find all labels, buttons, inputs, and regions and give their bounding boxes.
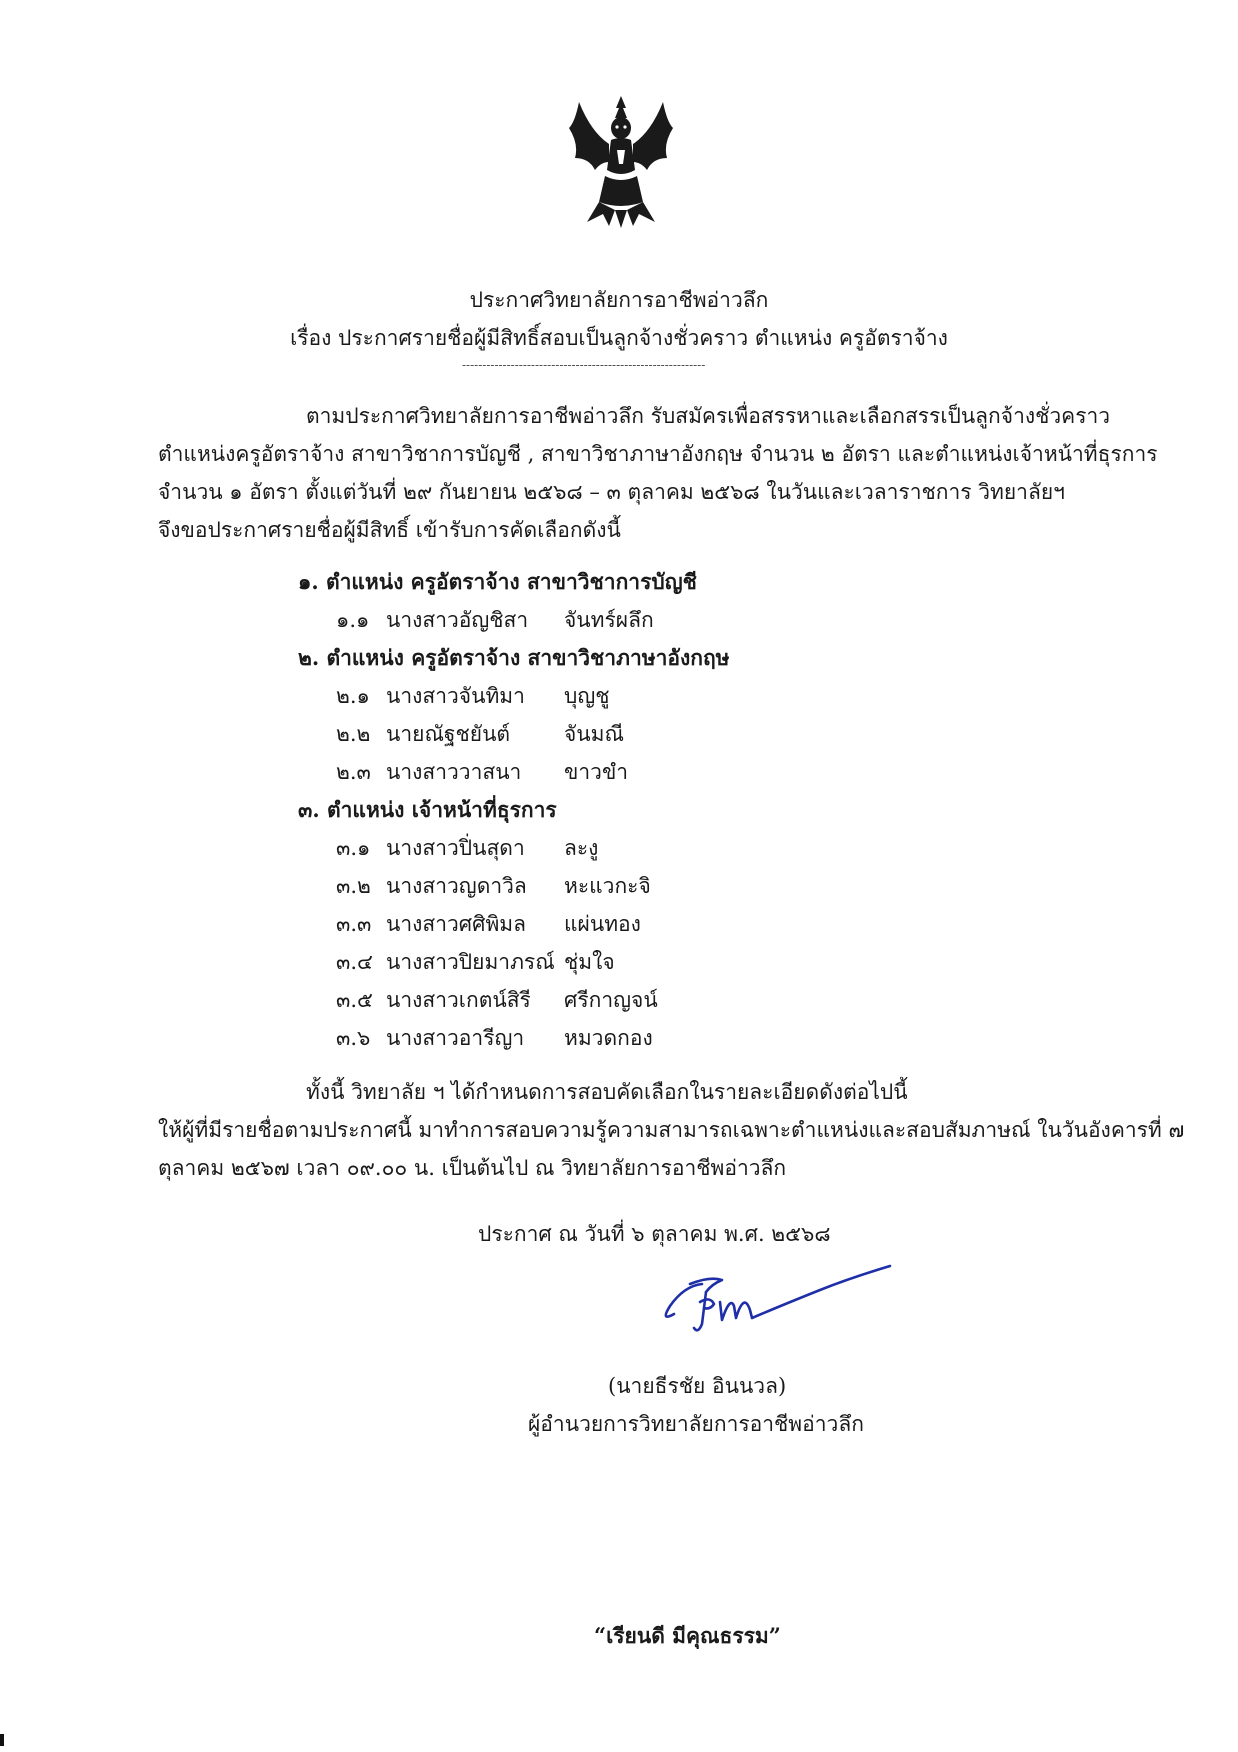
intro-line-4: จึงขอประกาศรายชื่อผู้มีสิทธิ์ เข้ารับการคัดเลือกดังนี้ [158,518,621,542]
school-motto: “เรียนดี มีคุณธรรม” [594,1623,781,1648]
signatory-name: (นายธีรชัย อินนวล) [608,1374,787,1398]
exam-line-1: ทั้งนี้ วิทยาลัย ฯ ได้กำหนดการสอบคัดเลือกในรายละเอียดดังต่อไปนี้ [306,1080,908,1104]
scan-mark [0,1734,4,1746]
announcement-subject: เรื่อง ประกาศรายชื่อผู้มีสิทธิ์สอบเป็นลูกจ้างชั่วคราว ตำแหน่ง ครูอัตราจ้าง [290,326,948,350]
intro-line-1: ตามประกาศวิทยาลัยการอาชีพอ่าวลึก รับสมัครเพื่อสรรหาและเลือกสรรเป็นลูกจ้างชั่วคราว [306,404,1111,428]
section-heading: ๒. ตำแหน่ง ครูอัตราจ้าง สาขาวิชาภาษาอังกฤษ [298,645,730,670]
announcement-title: ประกาศวิทยาลัยการอาชีพอ่าวลึก [469,288,769,312]
exam-line-3: ตุลาคม ๒๕๖๗ เวลา ๐๙.๐๐ น. เป็นต้นไป ณ วิทยาลัยการอาชีพอ่าวลึก [158,1156,787,1180]
intro-line-3: จำนวน ๑ อัตรา ตั้งแต่วันที่ ๒๙ กันยายน ๒๕๖๘ – ๓ ตุลาคม ๒๕๖๘ ในวันและเวลาราชการ วิทยาลัยฯ [158,480,1065,504]
document-page: ประกาศวิทยาลัยการอาชีพอ่าวลึก เรื่อง ประกาศรายชื่อผู้มีสิทธิ์สอบเป็นลูกจ้างชั่วคราว ตำแหน่ง ครูอัตราจ้าง ------------------------------------------------------------ ตามประกาศวิทยาลัยการอาชีพอ่าวลึก รับสมัครเพื่อสรรหาและเลือกสรรเป็นลูกจ้างชั่วคราว ตำแหน่งครูอัตราจ้าง สาขาวิชาการบัญชี , สาขาวิชาภาษาอังกฤษ จำนวน ๒ อัตรา และตำแหน่งเจ้าหน้าที่ธุรการ จำนวน ๑ อัตรา ตั้งแต่วันที่ ๒๙ กันยายน ๒๕๖๘ – ๓ ตุลาคม ๒๕๖๘ ในวันและเวลาราชการ วิทยาลัยฯ จึงขอประกาศรายชื่อผู้มีสิทธิ์ เข้ารับการคัดเลือกดังนี้ ๑. ตำแหน่ง ครูอัตราจ้าง สาขาวิชาการบัญชี ๑.๑ นางสาวอัญชิสา จันทร์ผลึก ๒. ตำแหน่ง ครูอัตราจ้าง สาขาวิชาภาษาอังกฤษ ๒.๑ นางสาวจันทิมา บุญชู ๒.๒ นายณัฐชยันต์ จันมณี ๒.๓ นางสาววาสนา ขาวขำ ๓. ตำแหน่ง เจ้าหน้าที่ธุรการ ๓.๑ นางสาวปิ่นสุดา ละงู ๓.๒ นางสาวญดาวิล หะแวกะจิ ๓.๓ นางสาวศศิพิมล แผ่นทอง ๓.๔ นางสาวปิยมาภรณ์ ชุ่มใจ ๓.๕ นางสาวเกตน์สิรี ศรีกาญจน์ ๓.๖ นางสาวอารีญา หมวดกอง ทั้งนี้ วิทยาลัย ฯ ได้กำหนดการสอบคัดเลือกในรายละเอียดดังต่อไปนี้ ให้ผู้ที่มีรายชื่อตามประกาศนี้ มาทำการสอบความรู้ความสามารถเฉพาะตำแหน่งและสอบสัมภาษณ์ ในวันอังคารที่ ๗ ตุลาคม ๒๕๖๗ เวลา ๐๙.๐๐ น. เป็นต้นไป ณ วิทยาลัยการอาชีพอ่าวลึก ประกาศ ณ วันที่ ๖ ตุลาคม พ.ศ. ๒๕๖๘ (นายธีรชัย อินนวล) ผู้อำนวยการวิทยาลัยการอาชีพอ่าวลึก “เรียนดี มีคุณธรรม” [0,0,1238,1752]
exam-line-2: ให้ผู้ที่มีรายชื่อตามประกาศนี้ มาทำการสอบความรู้ความสามารถเฉพาะตำแหน่งและสอบสัมภาษณ์ ในวันอังคารที่ ๗ [158,1118,1185,1142]
divider: ------------------------------------------------------------ [462,358,706,372]
signatory-position: ผู้อำนวยการวิทยาลัยการอาชีพอ่าวลึก [528,1412,864,1436]
section-heading: ๑. ตำแหน่ง ครูอัตราจ้าง สาขาวิชาการบัญชี [298,569,697,594]
garuda-emblem [565,92,677,230]
announce-date: ประกาศ ณ วันที่ ๖ ตุลาคม พ.ศ. ๒๕๖๘ [478,1222,831,1246]
intro-line-2: ตำแหน่งครูอัตราจ้าง สาขาวิชาการบัญชี , สาขาวิชาภาษาอังกฤษ จำนวน ๒ อัตรา และตำแหน่งเจ้าหน้าที่ธุรการ [158,442,1158,466]
section-heading: ๓. ตำแหน่ง เจ้าหน้าที่ธุรการ [298,797,557,822]
signature [650,1262,895,1342]
